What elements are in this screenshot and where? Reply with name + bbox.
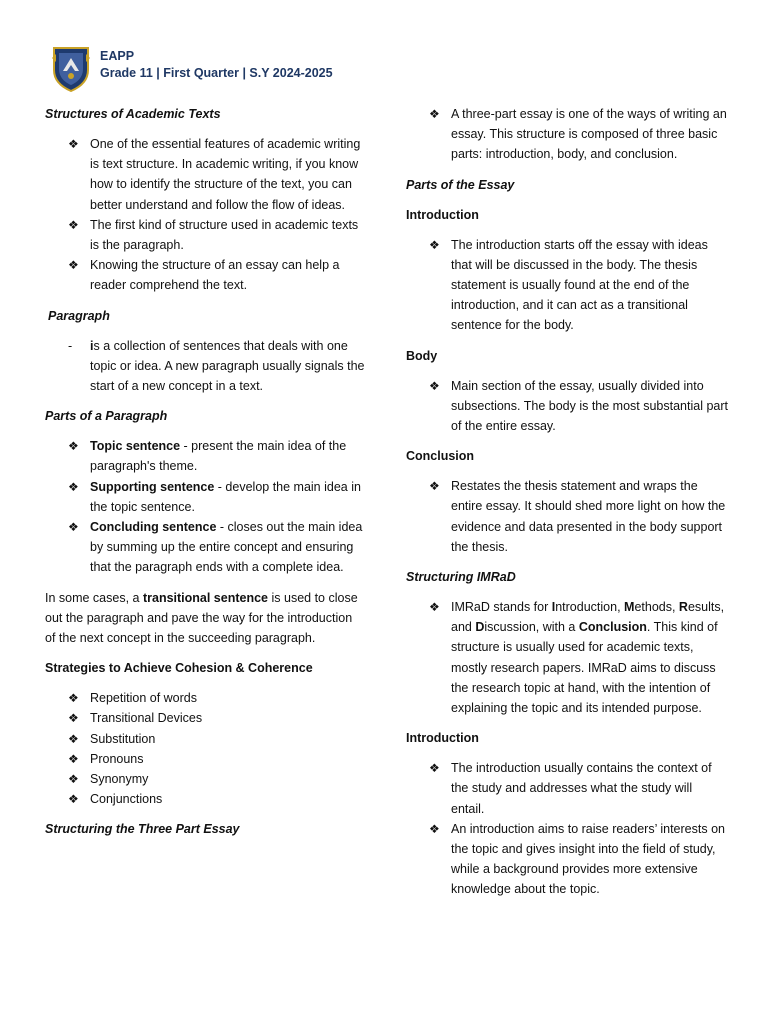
bold-letter: D: [475, 620, 485, 635]
heading-three-part-essay: Structuring the Three Part Essay: [45, 822, 240, 837]
text-run: In some cases, a: [45, 590, 143, 605]
introduction-imrad-list: [406, 758, 728, 899]
bullet-icon: ❖: [68, 711, 79, 726]
bold-term: Conclusion: [578, 620, 647, 635]
term-description: - closes out the main idea by summing up the entire concept and ensuring that the paragraph ends with a complete idea.: [90, 520, 363, 575]
bold-letter: R: [678, 600, 688, 615]
list-item-text: The introduction starts off the essay with ideas that will be discussed in the body. The thesis statement is usually found at the end of the introduction, and it can act as a transitional sentence for the body.: [451, 237, 708, 333]
bullet-icon: ❖: [429, 479, 440, 494]
bullet-icon: ❖: [68, 479, 79, 494]
heading-structures-academic-texts: Structures of Academic Texts: [45, 107, 221, 121]
parts-of-paragraph-list: [45, 436, 365, 577]
document-header: [50, 44, 410, 92]
list-item: [406, 376, 728, 437]
bullet-icon: ❖: [429, 107, 440, 121]
paragraph-def-initial: i: [90, 338, 94, 353]
bold-term: transitional sentence: [142, 590, 269, 605]
bullet-icon: ❖: [429, 761, 440, 776]
list-item: [45, 134, 365, 215]
paragraph-definition: [45, 336, 365, 397]
text-run: . This kind of structure is usually used for academic texts, mostly research papers. IMRaD aims to discuss the research topic at hand, with the intention of explaining the topic and its intended purpose.: [451, 620, 718, 716]
list-item-text: One of the essential features of academic writing is text structure. In academic writing, if you know how to identify the structure of the text, you can better understand and follow the flow of ideas.: [90, 137, 361, 212]
term: Concluding sentence: [90, 520, 217, 535]
bullet-icon: ❖: [68, 137, 79, 151]
list-item-text: Synonymy: [90, 772, 149, 787]
bullet-icon: ❖: [68, 258, 79, 273]
strategies-list: [45, 688, 365, 809]
list-item: [406, 104, 728, 165]
school-crest-icon: [50, 44, 92, 92]
list-item-text: The first kind of structure used in academic texts is the paragraph.: [90, 217, 359, 253]
term-description: - develop the main idea in the topic sentence.: [90, 479, 361, 514]
list-item: [406, 597, 728, 718]
list-item-text: A three-part essay is one of the ways of writing an essay. This structure is composed of three basic parts: introduction, body, and conclusion.: [451, 107, 727, 162]
list-item: [45, 749, 365, 769]
bullet-icon: ❖: [68, 772, 79, 787]
body-list: [406, 376, 728, 437]
list-item: [45, 255, 365, 295]
dash-marker: -: [68, 338, 73, 353]
list-item: [45, 688, 365, 708]
bullet-icon: ❖: [68, 439, 79, 454]
right-column: [406, 104, 728, 910]
text-run: ntroduction,: [555, 600, 625, 615]
bullet-icon: ❖: [429, 821, 440, 836]
bullet-icon: ❖: [429, 378, 440, 393]
text-run: ethods,: [634, 600, 679, 615]
header-subject: EAPP: [100, 49, 135, 63]
list-item: [45, 436, 365, 476]
list-item-text: Pronouns: [90, 751, 144, 766]
list-item-text: The introduction usually contains the context of the study and addresses what the study will entail.: [451, 761, 712, 816]
imrad-list: [406, 597, 728, 718]
heading-parts-of-paragraph: Parts of a Paragraph: [45, 409, 168, 424]
header-text: [100, 48, 333, 82]
term-description: - present the main idea of the paragraph's theme.: [90, 439, 347, 474]
bullet-icon: ❖: [429, 237, 440, 252]
list-item-text: Repetition of words: [90, 691, 198, 706]
list-item-text: Restates the thesis statement and wraps the entire essay. It should shed more light on how the evidence and data presented in the body support the thesis.: [451, 479, 726, 554]
text-run: is used to close out the paragraph and pave the way for the introduction of the next concept in the succeeding paragraph.: [45, 590, 358, 646]
bullet-icon: ❖: [429, 600, 440, 615]
text-run: IMRaD stands for: [451, 600, 552, 615]
bold-letter: I: [551, 600, 556, 615]
bullet-icon: ❖: [68, 792, 79, 807]
heading-paragraph: Paragraph: [48, 308, 110, 323]
structures-list: [45, 134, 365, 296]
list-item: [406, 758, 728, 819]
bold-letter: M: [624, 600, 635, 615]
list-item-text: Knowing the structure of an essay can help a reader comprehend the text.: [90, 258, 340, 293]
bullet-icon: ❖: [68, 751, 79, 766]
heading-structuring-imrad: Structuring IMRaD: [406, 570, 516, 585]
list-item-text: Conjunctions: [90, 792, 163, 807]
list-item: [45, 215, 365, 255]
heading-introduction-imrad: Introduction: [406, 731, 479, 746]
conclusion-list: [406, 476, 728, 557]
list-item: [406, 476, 728, 557]
heading-parts-of-essay: Parts of the Essay: [406, 177, 515, 192]
list-item: [45, 517, 365, 578]
paragraph-def-text: s a collection of sentences that deals with one topic or idea. A new paragraph usually signals the start of a new concept in a text.: [90, 338, 365, 394]
list-item: [45, 708, 365, 728]
bullet-icon: ❖: [68, 691, 79, 706]
left-column: [45, 104, 365, 849]
heading-conclusion: Conclusion: [406, 449, 475, 464]
bullet-icon: ❖: [68, 520, 79, 535]
list-item: [45, 729, 365, 749]
list-item: [45, 789, 365, 809]
term: Supporting sentence: [90, 479, 215, 494]
term: Topic sentence: [90, 439, 181, 454]
text-run: iscussion, with a: [484, 620, 579, 635]
bullet-icon: ❖: [68, 731, 79, 746]
list-item-text: Main section of the essay, usually divided into subsections. The body is the most substantial part of the entire essay.: [451, 378, 729, 434]
text-run: esults, and: [451, 600, 725, 635]
list-item: [45, 769, 365, 789]
list-item: [406, 235, 728, 336]
list-item-text: Transitional Devices: [90, 711, 203, 726]
list-item-text: An introduction aims to raise readers’ interests on the topic and gives insight into the field of study, while a background provides more extensive knowledge about the topic.: [451, 821, 725, 897]
three-part-list: [406, 104, 728, 165]
list-item: [45, 477, 365, 517]
heading-introduction: Introduction: [406, 207, 479, 222]
transitional-sentence-paragraph: [45, 588, 365, 649]
introduction-list: [406, 235, 728, 336]
list-item: [406, 819, 728, 900]
header-grade-line: Grade 11 | First Quarter | S.Y 2024-2025: [100, 66, 333, 80]
heading-strategies: Strategies to Achieve Cohesion & Coherence: [45, 661, 313, 676]
bullet-icon: ❖: [68, 217, 79, 232]
list-item-text: Substitution: [90, 731, 156, 746]
heading-body: Body: [406, 348, 438, 363]
